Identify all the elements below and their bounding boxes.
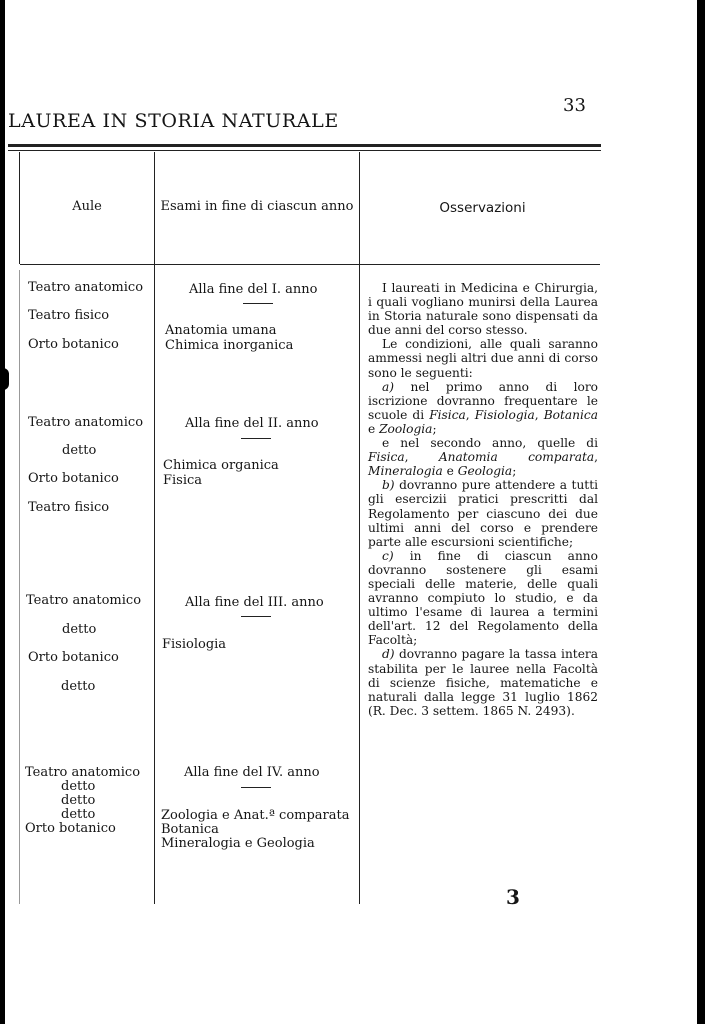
room-cell: Orto botanico bbox=[25, 821, 116, 836]
heading-dash bbox=[241, 787, 271, 788]
room-cell: Teatro anatomico bbox=[26, 593, 142, 608]
year-heading: Alla fine del IV. anno bbox=[184, 765, 320, 780]
exam-cell: Mineralogia e Geologia bbox=[161, 836, 315, 851]
page-number: 33 bbox=[563, 95, 586, 116]
observation-text: nel primo anno di loro iscrizione dovranno frequentare le scuole di bbox=[368, 379, 598, 422]
room-cell: detto bbox=[62, 622, 97, 637]
exam-cell: Chimica organica bbox=[163, 458, 279, 473]
column-divider-2 bbox=[359, 152, 360, 904]
room-cell: Teatro anatomico bbox=[28, 415, 144, 430]
observation-paragraph bbox=[368, 436, 598, 478]
exam-cell: Chimica inorganica bbox=[165, 338, 294, 353]
observation-text: , bbox=[465, 407, 475, 422]
observation-text: in fine di ciascun anno dovranno sostenere gli esami speciali delle materie, delle quali avranno compiuto lo studio, e da ultimo l'esame di laurea a termini dell'art. 12 del Regolamento della Facoltà; bbox=[368, 548, 598, 648]
subject-name: Anatomia comparata bbox=[438, 450, 595, 465]
observation-text: , bbox=[594, 450, 598, 465]
columns-rule bbox=[20, 264, 600, 265]
item-marker: c) bbox=[382, 548, 394, 563]
observation-text: dovranno pagare la tassa intera stabilita per le lauree nella Facoltà di scienze fisiche, matematiche e naturali dalla legge 31 luglio 1862 (R. Dec. 3 settem. 1865 N. 2493). bbox=[368, 647, 598, 718]
item-marker: d) bbox=[382, 647, 395, 662]
subject-name: Fisica bbox=[429, 407, 466, 422]
observation-text: dovranno pure attendere a tutti gli esercizii pratici prescritti dal Regolamento per ciascuno dei due ultimi anni del corso e prendere parte alle escursioni scientifiche; bbox=[368, 478, 598, 549]
observation-paragraph: Le condizioni, alle quali saranno ammessi negli altri due anni di corso sono le seguenti: bbox=[368, 337, 598, 380]
subject-name: Fisica bbox=[368, 450, 405, 465]
observation-text: , bbox=[404, 450, 439, 465]
header-rule-thick bbox=[8, 144, 601, 147]
scan-edge-mark bbox=[0, 368, 9, 390]
room-cell: detto bbox=[62, 443, 97, 458]
heading-dash bbox=[241, 438, 271, 439]
column-header-esami: Esami in fine di ciascun anno bbox=[160, 199, 354, 214]
heading-dash bbox=[243, 303, 273, 304]
observation-text: e nel secondo anno, quelle di bbox=[382, 436, 598, 451]
exam-cell: Anatomia umana bbox=[165, 323, 277, 338]
year-heading: Alla fine del II. anno bbox=[185, 416, 319, 431]
item-marker: a) bbox=[382, 379, 395, 394]
room-cell: detto bbox=[61, 779, 96, 794]
column-header-osservazioni: Osservazioni bbox=[439, 200, 526, 216]
year-heading: Alla fine del I. anno bbox=[189, 282, 318, 297]
observation-text: ; bbox=[432, 421, 437, 436]
scan-edge-right bbox=[697, 0, 705, 1024]
room-cell: Orto botanico bbox=[28, 337, 119, 352]
signature-mark: 3 bbox=[506, 885, 520, 909]
room-cell: Teatro fisico bbox=[28, 500, 110, 515]
observation-paragraph bbox=[368, 549, 598, 648]
room-cell: Orto botanico bbox=[28, 471, 119, 486]
column-divider-left-lower bbox=[19, 270, 20, 904]
room-cell: Orto botanico bbox=[28, 650, 119, 665]
room-cell: Teatro fisico bbox=[28, 308, 110, 323]
subject-name: Fisiologia bbox=[474, 407, 535, 422]
heading-dash bbox=[241, 616, 271, 617]
page-title: LAUREA IN STORIA NATURALE bbox=[8, 110, 339, 132]
scan-edge-left bbox=[0, 0, 5, 1024]
exam-cell: Fisica bbox=[163, 473, 203, 488]
observations-text bbox=[368, 281, 598, 718]
observation-text: ; bbox=[512, 464, 517, 479]
column-header-aule: Aule bbox=[72, 199, 102, 214]
observation-paragraph bbox=[368, 380, 598, 436]
room-cell: detto bbox=[61, 679, 96, 694]
room-cell: Teatro anatomico bbox=[28, 280, 144, 295]
header-rule-thin bbox=[8, 150, 601, 151]
observation-paragraph bbox=[368, 647, 598, 717]
subject-name: Botanica bbox=[543, 407, 599, 422]
observation-text: , bbox=[534, 407, 544, 422]
observation-paragraph: I laureati in Medicina e Chirurgia, i quali vogliano munirsi della Laurea in Storia naturale sono dispensati da due anni del corso stesso. bbox=[368, 281, 598, 338]
room-cell: Teatro anatomico bbox=[25, 765, 141, 780]
subject-name: Geologia bbox=[457, 464, 513, 479]
exam-cell: Zoologia e Anat.ª comparata bbox=[161, 808, 350, 823]
year-heading: Alla fine del III. anno bbox=[185, 595, 324, 610]
observation-text: e bbox=[368, 421, 380, 436]
item-marker: b) bbox=[382, 478, 395, 493]
observation-text: e bbox=[442, 464, 458, 479]
exam-cell: Botanica bbox=[161, 822, 219, 837]
exam-cell: Fisiologia bbox=[162, 637, 227, 652]
room-cell: detto bbox=[61, 793, 96, 808]
subject-name: Mineralogia bbox=[368, 464, 443, 479]
room-cell: detto bbox=[61, 807, 96, 822]
column-divider-1 bbox=[154, 152, 155, 904]
subject-name: Zoologia bbox=[379, 421, 433, 436]
observation-paragraph bbox=[368, 478, 598, 548]
